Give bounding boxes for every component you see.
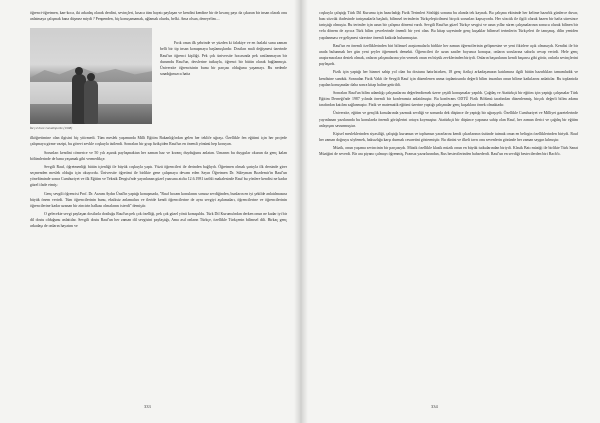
paragraph: Genç sevgili öğrencisi Prof. Dr. Arzum Aydın Ünal'in yaptığı konuşmada, "Rauf hocam konularını sonsuz sevdiğinden, bunların en iyi şekilde anlatılmasına büyük önem verirdi. Tüm öğrencilerinin bunu, eksiksiz anlamaları ve ileride kendi öğrencilerine de aynı sevgiyi aşılamaları, öğrencilerine ve öğrencilerinin öğrencilerine kadar uzanan bir zincirin halkası olmalarını isterdi" demiştir. bbox=[30, 191, 287, 208]
paragraph: Sevgili Rauf, öğretmenliği bütün içtenliği ile büyük coşkuyla yaptı. Yüzü öğrencileri ile derinden bağlıydı. Öğretmen olmak şartıyla ilk dersinde girer seçmenden meslek olduğu için okuyordu. Üniversite öğretimi ile birlikte gene çalışmaya devam eden Sayın Öğretmen Dr. Süleyman Bozdemir'in Rauf'un yöneltiminde sonra Cumhuriyet ve ilk Eğitim ve Teknik Dergisi'nde yayınlanan güzel yazısına atıfta 12.6.1981 tarihli makalesinde Rauf bu yönlere kendisi ne kadar güzel ifade etmiş: bbox=[30, 164, 287, 188]
paragraph: Rauf'un en önemli özelliklerinden biri bilimsel araştırmalarla birlikte her zaman öğrencilerinin gelişmesine ve yeni fikirlere açık olmasıydı. Kendisi ile bir arada bulunmak her gün yeni şeyler öğrenmek demekti. Öğrencileri ile uzun saatler boyunca konuşur, onların sorularına sabırla cevap verirdi. Hele genç araştırmacılara destek olmak, onların çalışmalarına yön vermek onun en büyük zevklerinden biriydi. Onların başarılarını kendi başarısı gibi görür, onlarla sevinçlerini paylaşırdı. bbox=[319, 43, 578, 67]
page-number: 333 bbox=[144, 404, 151, 409]
page-number: 334 bbox=[431, 404, 438, 409]
person-figure bbox=[84, 80, 98, 124]
paragraph: Üniversite, eğitim ve gençlik konularında yazmak sevdiği ve sonunda dek düşünce ile yaptığı bir uğraşıydı. Özellikle Cumhuriyet ve Milliyet gazetelerinde yayınlanan yazılarında bu konularda önemli görüşlerini ortaya koymuştur. Atatürkçü bir düşünce yapısına sahip olan Rauf, her zaman ilerici ve çağdaş bir eğitim anlayışını savunmuştur. bbox=[319, 111, 578, 128]
figure-paragraph: Fırık onun ilk şehrinde ve yüzden ki falakiye ve en fazlaki sunu zaman belli bir tip insan konuşmaya başlamışlardır. Dostları mali değişmesi üzerinde Rauf'un öğrenci kişiliği. Pek çok üniversite hocasında pek rastlanmayan bir durumdu Rauf'un, derslerine tutkuyla, öğrenci bir bütün olarak bağlanmıştı. Üniversite öğrencisinin bunu bir parçası olduğunu yaşamayı. Bu nedenle sınadığımızca hatta bbox=[160, 41, 287, 77]
right-page bbox=[301, 0, 600, 423]
paragraph: Sorunları kendini cömertce ve 50 yılı aşarak paylaşmaktan her zaman haz ve kıvanç duyduğunu anlatan. Umarım bu duygular okurun da genç kalan bölümlerinde de bana yaşamak gibi vermedikçe. bbox=[30, 150, 287, 161]
photo-couple-by-lake bbox=[30, 28, 152, 124]
paragraph: O gelecekte sevgi paylaşan dostlarla dostluğu Rauf'un pek çok özelliği, pek çok güzel yönü konuşuldu. Türk Dil Kurumu'ndan derken onun ne kadar iyi bir dil dostu olduğunu anlattılar. Sevgili dostu Rauf'un her zaman dil sevgisini paylaştığı, Ama asıl onların Türkçe, özellikle Türkçenin bilimsel dili. Birkaç genç arkadaşı de onların hayatını ve bbox=[30, 212, 287, 229]
book-gutter bbox=[294, 0, 308, 423]
photo-caption: İki yıl önce Gevalispo'de (1998) bbox=[30, 126, 73, 131]
paragraph: Müzik, onun yaşama sevincinin bir parçasıydı. Müzik özellikle klasik müzik onun en büyük tutkularından biriydi. Klasik Batı müziği ile birlikte Türk Sanat Müziğini de severdi. Bir ara piyano çalmayı öğrenmiş, Fransız yazarlarından, Rus bestecilerinden bahsederdi. Rauf'un en sevdiği bestecilerden biri Bach'tı. bbox=[319, 146, 578, 157]
paragraph: Sonraları Rauf'un bilim adamlığı çalışmalarını değerlendirmek üzere çeşitli konuşmalar yapıldı. Çağdaş ve Atatürkçü bir eğitim için yaptığı çalışmalar Türk Eğitim Derneği'nde 1987 yılında önemli bir konferansta anlatılmıştır. Bu konferans ODTÜ Fizik Bölümü tarafından düzenlenmiş, birçok değerli bilim adamı tarafından katılım sağlanmıştır. Fizik ve matematik eğitimi üzerine yaptığı çalışmalar genç kuşaklara örnek olmaktadır. bbox=[319, 90, 578, 108]
paragraph: ilköğretimine olan ilgisini hiç yitirmedi. Tüm meslek yaşamında Milli Eğitim Bakanlığı'ndan gelen her teklife uğraşı. Özellikle fen eğitimi için her projede çalışmaya girme vazipi, bu görevi zevkle coşkuyla üstlendi. Sonraları bir grup fizikçiden Rauf'un en önemli yönünü hep koruyan. bbox=[30, 136, 287, 147]
intro-paragraph: öğrenci-öğretmen, kan-koca, iki arkadaş olarak derdini, sevinçleri, kısaca tüm hayatı paylaşan ve kendini kendine bir de kıvanç payı da çıkaran bir insan olarak onu anlatmaya çalışmak bana düşmez miydi ? Penpenden, hiç konuşamamak, ağlamak olurdu, belki. Ama olsun, deneyelim.... bbox=[30, 11, 287, 22]
figure-side-text bbox=[152, 28, 287, 124]
paragraph: Kişisel mesleklerinden siyasiliği, çalıştığı kurumun ve toplumun yararlarını kendi çıkarlarının üstünde tutmak onun en belirgin özelliklerinden biriydi. Rauf her zaman doğruyu söylemek, haksızlığa karşı durmak cesaretini göstermiştir. Bu dürüst ve ilkeli tavrı onu sevenlerin gözünde her zaman saygın kılmıştır. bbox=[319, 131, 578, 142]
paragraph: coşkuyla çalıştığı Türk Dil Kurumu için hazırladığı Fizik Terimleri Sözlüğü sonunu bu alanda tek kaynak. Bu çalışma ekininde her kelime hazırlık günlerce duvar, bazı sözcük ifadesinde tartışmalarla başladı, bilimsel terimlerin Türkçeleştirilmesi birçok sorunları kapsıyordu. Her sözcük ile ilgili olarak bazen bir hafta süresince tartıştığı olmuştu. Bu terimler için uzun bir çalışma dönemi vardı. Sevgili Rauf'un güzel Türkçe sevgisi ve uzun yıllar süren çalışmalarının sonucu olarak bilinen bir vefa dönem de ayrıca Türk bilim çevrelerinde önemli bir yeri olan. Bu kitap sayesinde genç kuşaklar bilimsel terimlerin Türkçeleri ile tanışmış, dilin yeniden yapılanması ve gelişmesi sürecine önemli katkıda bulunmuştur. bbox=[319, 11, 578, 40]
figure-block bbox=[30, 28, 287, 124]
paragraph: Fizik için yaptığı her hizmet sahip yol olan bu dostunu hatırlatırken, 18 genç fizikçi arkadaşımızın katılımına ilgili bütün hazırlıkları tamamladık ve kendisine sunduk. Sonradan Fizik Vakfı ile Sevgili Rauf için düzenlenen anma toplantısında değerli bilim insanları onun bilime katkılarını anlattılar. Bu toplantıda yapılan konuşmalar daha sonra kitap haline getirildi. bbox=[319, 70, 578, 87]
